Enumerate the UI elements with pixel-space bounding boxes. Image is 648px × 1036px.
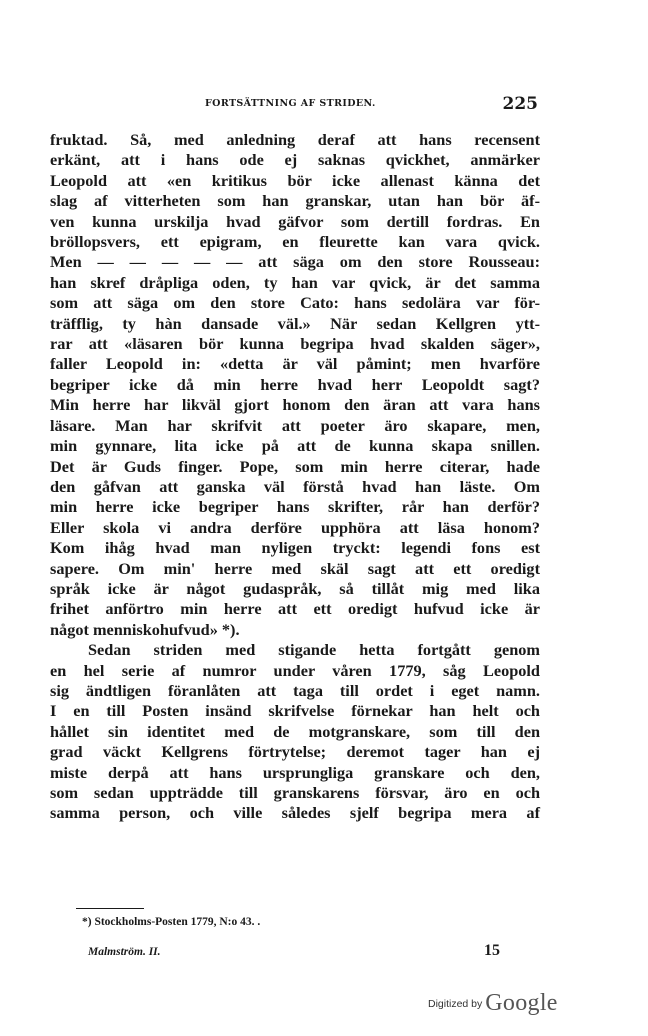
google-logo: Google [485, 990, 558, 1016]
digitized-by-label: Digitized by [428, 998, 483, 1010]
digitized-by-watermark [428, 990, 558, 1020]
text-line: språk icke är något gudaspråk, så tillåt mig med lika [50, 578, 540, 598]
page-number: 225 [502, 94, 538, 114]
text-line: grad väckt Kellgrens förtrytelse; deremot tager han ej [50, 742, 540, 762]
text-line: samma person, och ville således sjelf begripa mera af [50, 803, 540, 823]
text-line: erkänt, att i hans ode ej saknas qvickhet, anmärker [50, 150, 540, 170]
paragraph-start-line: Sedan striden med stigande hetta fortgått genom [88, 640, 540, 660]
text-line: som sedan uppträdde till granskarens försvar, äro en och [50, 783, 540, 802]
text-line: min gynnare, lita icke på att de kunna skapa snillen. [50, 436, 540, 456]
text-line: I en till Posten insänd skrifvelse förnekar han helt och [50, 701, 540, 721]
text-line: frihet anförtro min herre att ett oredigt hufvud icke är [50, 599, 540, 619]
text-line: den gåfvan att ganska väl förstå hvad han läste. Om [50, 476, 540, 496]
text-line: träfflig, ty hàn dansade väl.» När sedan Kellgren ytt- [50, 313, 540, 333]
text-line: sapere. Om min' herre med skäl sagt att ett oredigt [50, 558, 540, 578]
text-line: som att säga om den store Cato: hans sedolära var för- [50, 293, 540, 313]
text-line: Men — — — — — att säga om den store Rousseau: [50, 252, 540, 272]
text-line: Leopold att «en kritikus bör icke allenast känna det [50, 170, 540, 190]
text-line: miste derpå att hans ursprungliga granskare och den, [50, 762, 540, 782]
text-line: en hel serie af numror under våren 1779, såg Leopold [50, 660, 540, 680]
text-line: läsare. Man har skrifvit att poeter äro skapare, men, [50, 415, 540, 435]
footnote-rule [76, 908, 144, 909]
text-line: min herre icke begriper hans skrifter, rår han derför? [50, 497, 540, 517]
text-line: slag af vitterheten som han granskar, utan han bör äf- [50, 191, 540, 211]
text-line: ven kunna urskilja hvad gäfvor som dertill fordras. En [50, 211, 540, 231]
page-header [50, 94, 538, 116]
text-line: faller Leopold in: «detta är väl påmint; men hvarföre [50, 354, 540, 374]
printer-signature: Malmström. II. [88, 946, 161, 958]
text-line: begriper icke då min herre hvad herr Leopoldt sagt? [50, 374, 540, 394]
text-line: sig ändtligen föranlåten att taga till ordet i eget namn. [50, 680, 540, 700]
body-text [50, 130, 540, 824]
text-line: bröllopsvers, ett epigram, en fleurette kan vara qvick. [50, 232, 540, 252]
text-line: fruktad. Så, med anledning deraf att hans recensent [50, 130, 540, 149]
text-line: rar att «läsaren bör kunna begripa hvad skalden säger», [50, 334, 540, 354]
text-line: Det är Guds finger. Pope, som min herre citerar, hade [50, 456, 540, 476]
text-line: Eller skola vi andra derföre upphöra att läsa honom? [50, 517, 540, 537]
text-line: något menniskohufvud» *). [50, 619, 240, 639]
text-line: han skref dråpliga oden, ty han var qvick, är det samma [50, 272, 540, 292]
sheet-number: 15 [484, 942, 500, 959]
running-head: FORTSÄTTNING AF STRIDEN. [205, 98, 376, 109]
page-footer [88, 942, 500, 962]
text-line: hållet sin identitet med de motgranskare, som till den [50, 721, 540, 741]
text-line: Kom ihåg hvad man nyligen tryckt: legendi fons est [50, 538, 540, 558]
footnote: *) Stockholms-Posten 1779, N:o 43. . [82, 916, 261, 928]
text-line: Min herre har likväl gjort honom den äran att vara hans [50, 395, 540, 415]
